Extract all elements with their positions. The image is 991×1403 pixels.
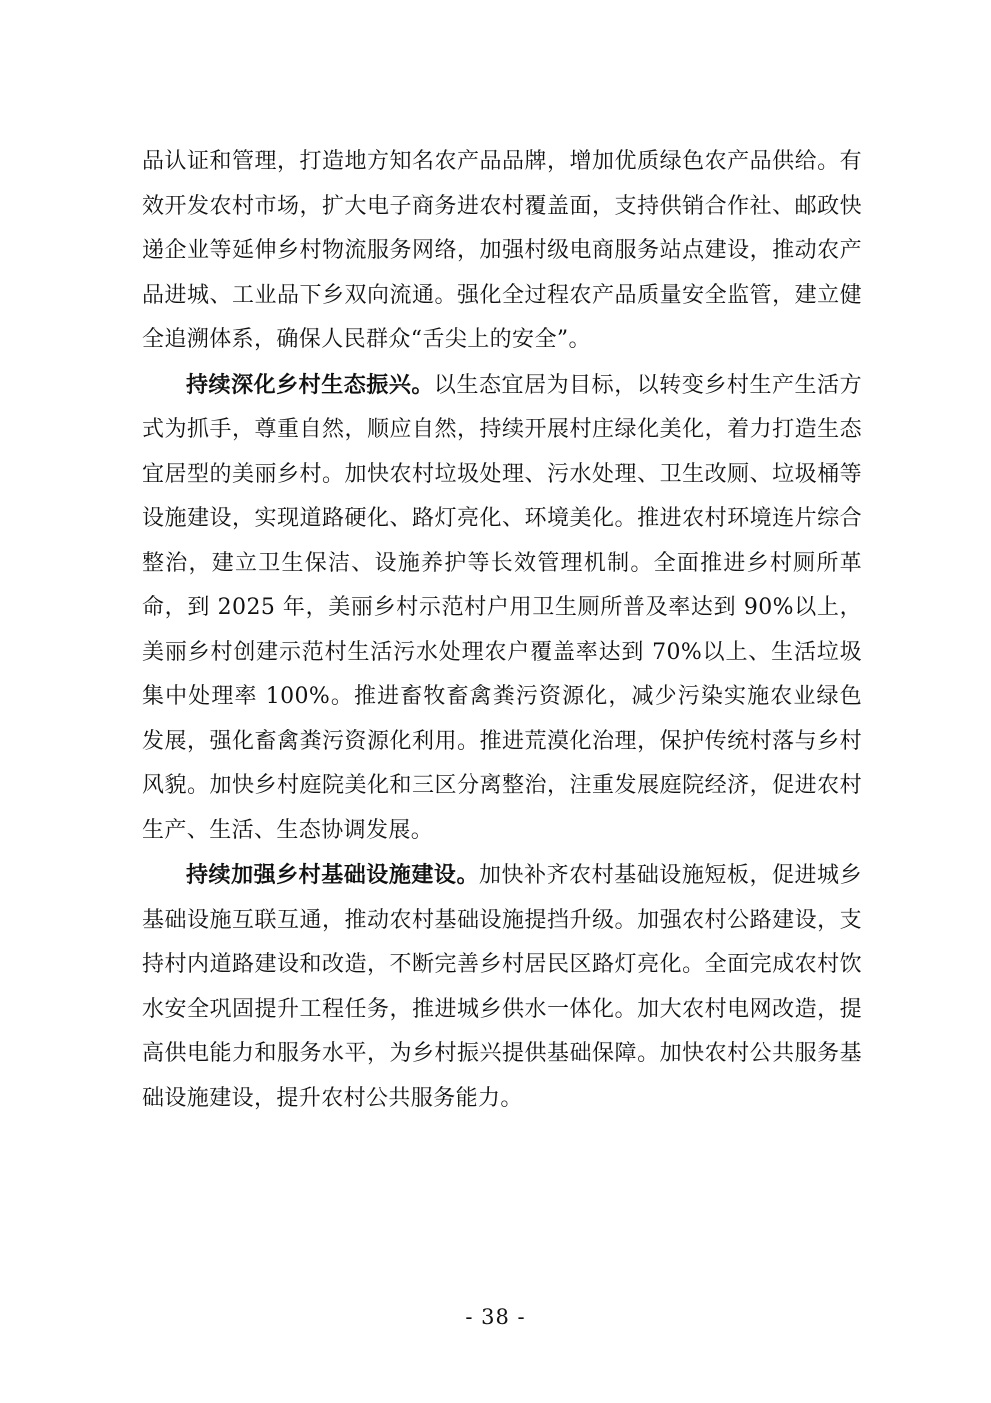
paragraph-infrastructure (142, 853, 862, 1121)
paragraph-text: 加快补齐农村基础设施短板，促进城乡基础设施互联互通，推动农村基础设施提挡升级。加强农村公路建设，支持村内道路建设和改造，不断完善乡村居民区路灯亮化。全面完成农村饮水安全巩固提升工程任务，推进城乡供水一体化。加大农村电网改造，提高供电能力和服务水平，为乡村振兴提供基础保障。加快农村公共服务基础设施建设，提升农村公共服务能力。 (142, 863, 862, 1111)
body-text (142, 140, 862, 1121)
paragraph-text: 以生态宜居为目标，以转变乡村生产生活方式为抓手，尊重自然，顺应自然，持续开展村庄绿化美化，着力打造生态宜居型的美丽乡村。加快农村垃圾处理、污水处理、卫生改厕、垃圾桶等设施建设，实现道路硬化、路灯亮化、环境美化。推进农村环境连片综合整治，建立卫生保洁、设施养护等长效管理机制。全面推进乡村厕所革命，到 2025 年，美丽乡村示范村户用卫生厕所普及率达到 90%以上，美丽乡村创建示范村生活污水处理农户覆盖率达到 70%以上、生活垃圾集中处理率 100%。推进畜牧畜禽粪污资源化，减少污染实施农业绿色发展，强化畜禽粪污资源化利用。推进荒漠化治理，保护传统村落与乡村风貌。加快乡村庭院美化和三区分离整治，注重发展庭院经济，促进农村生产、生活、生态协调发展。 (142, 372, 862, 843)
paragraph-text: 品认证和管理，打造地方知名农产品品牌，增加优质绿色农产品供给。有效开发农村市场，扩大电子商务进农村覆盖面，支持供销合作社、邮政快递企业等延伸乡村物流服务网络，加强村级电商服务站点建设，推动农产品进城、工业品下乡双向流通。强化全过程农产品质量安全监管，建立健全追溯体系，确保人民群众“舌尖上的安全”。 (142, 149, 862, 352)
paragraph-heading: 持续深化乡村生态振兴。 (186, 371, 434, 398)
paragraph-continuation (142, 140, 862, 363)
paragraph-heading: 持续加强乡村基础设施建设。 (186, 862, 479, 888)
paragraph-ecology (142, 363, 862, 854)
page-number: - 38 - (465, 1305, 526, 1329)
